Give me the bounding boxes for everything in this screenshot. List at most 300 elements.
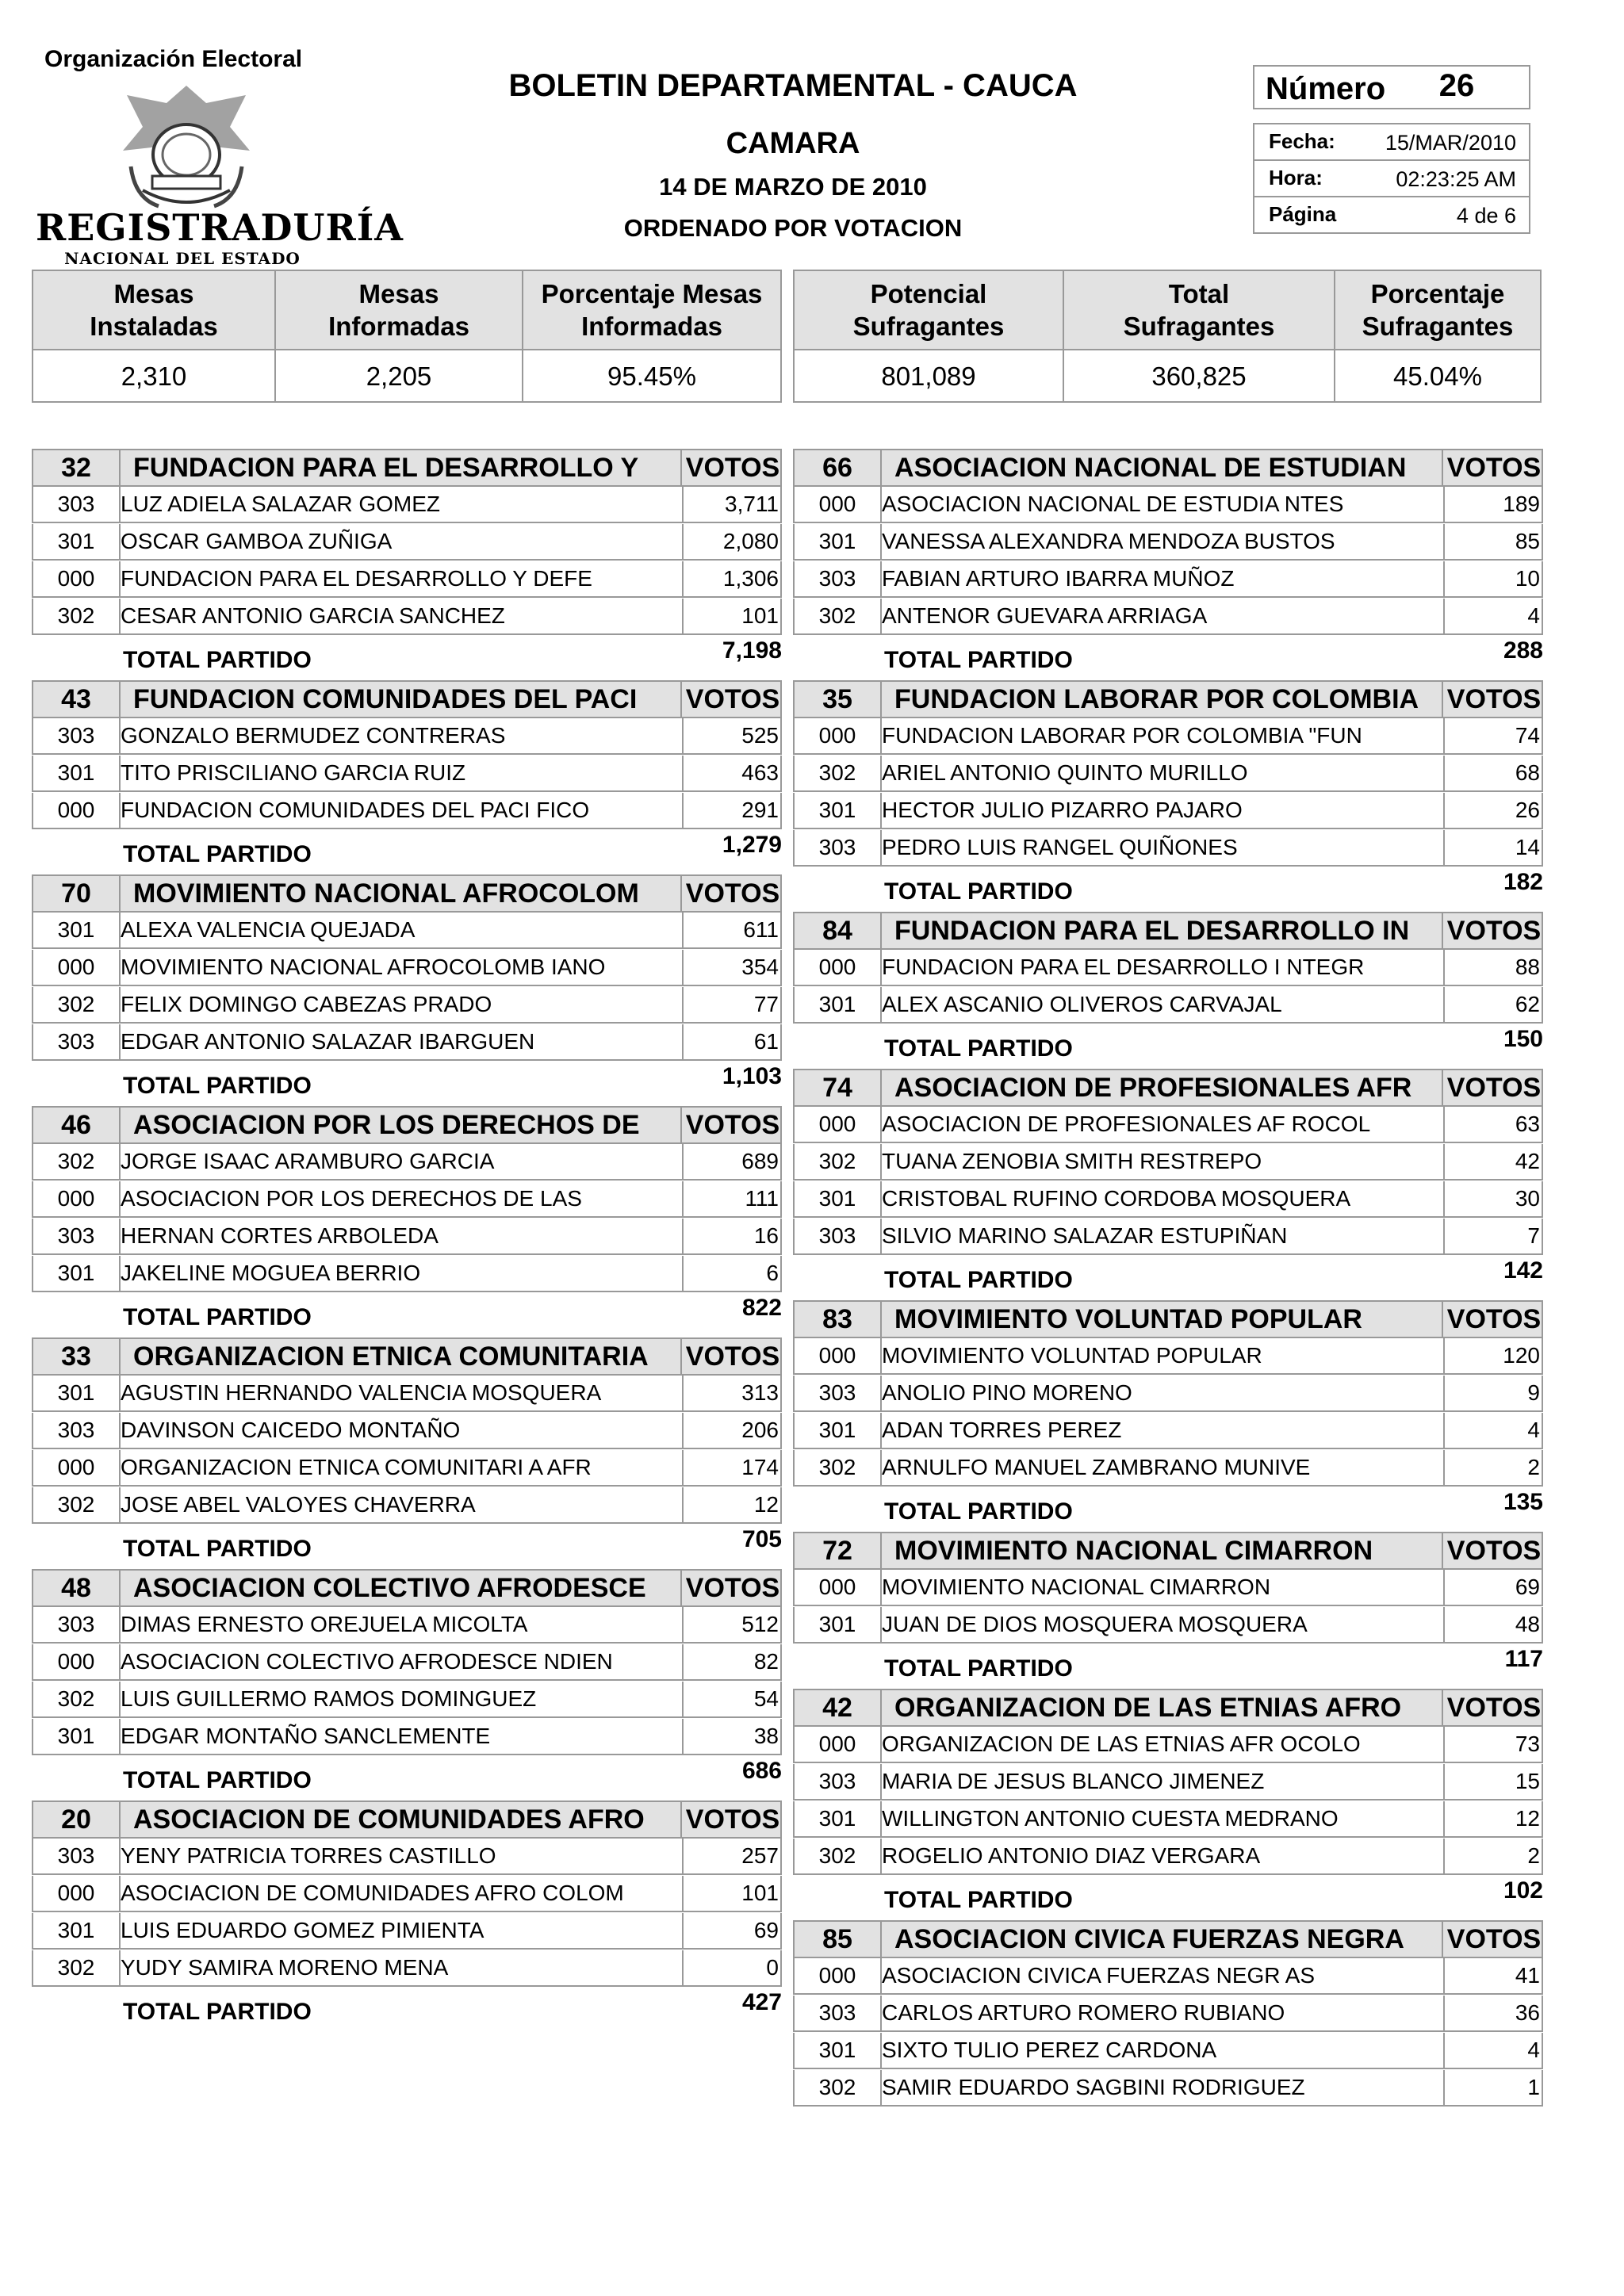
party-block: [32, 1106, 782, 1331]
order-label: ORDENADO POR VOTACION: [623, 214, 963, 242]
candidate-row: [793, 1338, 1543, 1375]
party-name: FUNDACION COMUNIDADES DEL PACI: [133, 684, 638, 714]
candidate-name: SIXTO TULIO PEREZ CARDONA: [882, 2038, 1217, 2062]
candidate-code: 301: [795, 793, 882, 828]
candidate-row: [793, 1839, 1543, 1875]
candidate-code: 303: [795, 830, 882, 865]
candidate-name: MARIA DE JESUS BLANCO JIMENEZ: [882, 1769, 1265, 1793]
candidate-name: ORGANIZACION DE LAS ETNIAS AFR OCOLO: [882, 1732, 1361, 1756]
total-partido-value: 135: [1503, 1489, 1543, 1515]
candidate-code: 301: [33, 913, 121, 947]
candidate-name: ROGELIO ANTONIO DIAZ VERGARA: [882, 1843, 1261, 1868]
candidate-row: [793, 561, 1543, 598]
candidate-row: [793, 1181, 1543, 1218]
candidate-votes: 68: [1443, 756, 1542, 790]
candidate-row: [32, 1876, 782, 1912]
party-header: [793, 1532, 1543, 1570]
party-block: [32, 874, 782, 1100]
candidate-code: 302: [33, 599, 121, 633]
candidate-code: 000: [33, 561, 121, 596]
total-partido-value: 142: [1503, 1257, 1543, 1284]
numero-value: 26: [1438, 68, 1475, 103]
candidate-name: YUDY SAMIRA MORENO MENA: [121, 1955, 449, 1980]
bulletin-subtitle: CAMARA: [726, 127, 860, 160]
candidate-code: 301: [795, 1801, 882, 1836]
candidate-code: 000: [33, 1876, 121, 1911]
candidate-code: 000: [795, 1338, 882, 1373]
votos-header: VOTOS: [680, 1339, 783, 1374]
candidate-row: [793, 756, 1543, 792]
votos-header: VOTOS: [1442, 1533, 1545, 1568]
candidate-code: 301: [33, 1719, 121, 1754]
hora-value: 02:23:25 AM: [1396, 167, 1516, 191]
candidate-code: 301: [795, 1181, 882, 1216]
party-name: FUNDACION LABORAR POR COLOMBIA: [894, 684, 1419, 714]
candidate-name: OSCAR GAMBOA ZUÑIGA: [121, 529, 393, 553]
candidate-name: JORGE ISAAC ARAMBURO GARCIA: [121, 1149, 495, 1173]
candidate-code: 301: [795, 1413, 882, 1448]
candidate-name: SILVIO MARINO SALAZAR ESTUPIÑAN: [882, 1223, 1288, 1248]
candidate-name: ALEX ASCANIO OLIVEROS CARVAJAL: [882, 992, 1282, 1016]
total-partido-label: TOTAL PARTIDO: [884, 1655, 1073, 1682]
candidate-votes: 85: [1443, 524, 1542, 559]
candidate-votes: 26: [1443, 793, 1542, 828]
party-block: [793, 1689, 1543, 1914]
candidate-row: [793, 1958, 1543, 1995]
party-header: [793, 680, 1543, 718]
candidate-row: [793, 987, 1543, 1024]
party-block: [793, 1300, 1543, 1525]
candidate-row: [32, 1256, 782, 1292]
candidate-code: 303: [33, 718, 121, 753]
party-block: [793, 1920, 1543, 2107]
candidate-name: ORGANIZACION ETNICA COMUNITARI A AFR: [121, 1455, 592, 1479]
party-code: 84: [795, 913, 882, 948]
candidate-name: JOSE ABEL VALOYES CHAVERRA: [121, 1492, 476, 1517]
party-block: [32, 1337, 782, 1563]
party-header: [32, 1800, 782, 1839]
party-total-row: [793, 636, 1543, 674]
candidate-votes: 4: [1443, 2033, 1542, 2068]
candidate-row: [32, 756, 782, 792]
candidate-code: 000: [795, 487, 882, 522]
total-partido-label: TOTAL PARTIDO: [884, 647, 1073, 673]
candidate-code: 303: [33, 1219, 121, 1253]
candidate-row: [793, 1376, 1543, 1412]
candidate-row: [32, 1644, 782, 1681]
party-name: ASOCIACION CIVICA FUERZAS NEGRA: [894, 1924, 1404, 1954]
candidate-votes: 2: [1443, 1839, 1542, 1873]
candidate-row: [32, 487, 782, 523]
total-partido-value: 150: [1503, 1026, 1543, 1052]
porcentaje-sufragantes-value: 45.04%: [1335, 349, 1540, 403]
candidate-row: [793, 524, 1543, 561]
candidate-name: ANOLIO PINO MORENO: [882, 1380, 1132, 1405]
candidate-code: 301: [33, 524, 121, 559]
candidate-row: [32, 524, 782, 561]
candidate-row: [793, 793, 1543, 829]
candidate-row: [32, 1913, 782, 1950]
candidate-votes: 7: [1443, 1219, 1542, 1253]
party-block: [32, 1800, 782, 2026]
votos-header: VOTOS: [1442, 450, 1545, 485]
candidate-code: 301: [795, 1607, 882, 1642]
candidate-votes: 69: [1443, 1570, 1542, 1605]
total-partido-value: 102: [1503, 1877, 1543, 1904]
total-partido-label: TOTAL PARTIDO: [884, 878, 1073, 905]
candidate-name: ASOCIACION DE PROFESIONALES AF ROCOL: [882, 1112, 1371, 1136]
candidate-code: 303: [33, 487, 121, 522]
party-header: [32, 1106, 782, 1144]
candidate-code: 302: [795, 1450, 882, 1485]
candidate-row: [793, 1996, 1543, 2032]
party-block: [793, 449, 1543, 674]
numero-label: Número: [1266, 71, 1386, 106]
votos-header: VOTOS: [680, 1802, 783, 1837]
total-partido-value: 822: [741, 1295, 782, 1321]
candidate-code: 301: [33, 1913, 121, 1948]
party-code: 20: [33, 1802, 121, 1837]
total-partido-label: TOTAL PARTIDO: [123, 841, 312, 867]
party-name: ORGANIZACION DE LAS ETNIAS AFRO: [894, 1693, 1402, 1723]
candidate-row: [32, 987, 782, 1024]
candidate-name: ALEXA VALENCIA QUEJADA: [121, 917, 416, 942]
votos-header: VOTOS: [1442, 1302, 1545, 1337]
party-name: FUNDACION PARA EL DESARROLLO Y: [133, 453, 639, 483]
votos-header: VOTOS: [680, 682, 783, 717]
candidate-votes: 611: [682, 913, 780, 947]
total-partido-label: TOTAL PARTIDO: [884, 1498, 1073, 1525]
candidate-name: ASOCIACION COLECTIVO AFRODESCE NDIEN: [121, 1649, 613, 1674]
candidate-row: [32, 1682, 782, 1718]
candidate-row: [32, 561, 782, 598]
date-info-box: [1253, 123, 1530, 234]
candidate-name: FUNDACION PARA EL DESARROLLO I NTEGR: [882, 955, 1365, 979]
candidate-name: ASOCIACION CIVICA FUERZAS NEGR AS: [882, 1963, 1316, 1988]
party-total-row: [32, 1988, 782, 2026]
candidate-votes: 111: [682, 1181, 780, 1216]
candidate-name: DIMAS ERNESTO OREJUELA MICOLTA: [121, 1612, 528, 1636]
candidate-votes: 291: [682, 793, 780, 828]
party-name: MOVIMIENTO NACIONAL AFROCOLOM: [133, 878, 639, 909]
total-partido-value: 427: [741, 1989, 782, 2015]
candidate-code: 000: [795, 1570, 882, 1605]
party-total-row: [793, 1024, 1543, 1062]
candidate-votes: 354: [682, 950, 780, 985]
porcentaje-sufragantes-header: Porcentaje Sufragantes: [1362, 279, 1514, 341]
fecha-value: 15/MAR/2010: [1385, 131, 1516, 155]
candidate-votes: 61: [682, 1024, 780, 1059]
party-header: [32, 1337, 782, 1376]
candidate-code: 302: [795, 756, 882, 790]
candidate-code: 301: [795, 524, 882, 559]
candidate-row: [32, 1950, 782, 1987]
candidate-row: [793, 1764, 1543, 1800]
party-name: ASOCIACION DE COMUNIDADES AFRO: [133, 1804, 645, 1835]
candidate-name: HERNAN CORTES ARBOLEDA: [121, 1223, 439, 1248]
candidate-row: [32, 599, 782, 635]
party-code: 83: [795, 1302, 882, 1337]
candidate-votes: 1: [1443, 2070, 1542, 2105]
candidate-row: [793, 830, 1543, 867]
votos-header: VOTOS: [1442, 682, 1545, 717]
total-partido-value: 7,198: [722, 637, 782, 664]
sufragantes-stats-table: [793, 270, 1542, 403]
party-name: ASOCIACION POR LOS DERECHOS DE: [133, 1110, 640, 1140]
candidate-row: [32, 1839, 782, 1875]
candidate-code: 302: [33, 987, 121, 1022]
total-partido-label: TOTAL PARTIDO: [884, 1035, 1073, 1062]
party-code: 72: [795, 1533, 882, 1568]
candidate-row: [793, 1219, 1543, 1255]
candidate-name: VANESSA ALEXANDRA MENDOZA BUSTOS: [882, 529, 1335, 553]
total-partido-label: TOTAL PARTIDO: [884, 1267, 1073, 1293]
party-header: [793, 1689, 1543, 1727]
candidate-votes: 101: [682, 1876, 780, 1911]
party-block: [793, 1069, 1543, 1294]
candidate-row: [793, 718, 1543, 755]
total-partido-label: TOTAL PARTIDO: [123, 647, 312, 673]
candidate-votes: 54: [682, 1682, 780, 1716]
party-code: 43: [33, 682, 121, 717]
candidate-votes: 74: [1443, 718, 1542, 753]
candidate-row: [793, 1413, 1543, 1449]
party-total-row: [793, 1876, 1543, 1914]
candidate-row: [793, 487, 1543, 523]
party-code: 42: [795, 1690, 882, 1725]
party-code: 70: [33, 876, 121, 911]
votos-header: VOTOS: [680, 1571, 783, 1605]
party-total-row: [793, 1644, 1543, 1682]
candidate-name: MOVIMIENTO NACIONAL CIMARRON: [882, 1575, 1271, 1599]
party-total-row: [32, 830, 782, 868]
candidate-name: TITO PRISCILIANO GARCIA RUIZ: [121, 760, 466, 785]
candidate-row: [32, 1487, 782, 1524]
candidate-name: YENY PATRICIA TORRES CASTILLO: [121, 1843, 496, 1868]
party-total-row: [793, 1256, 1543, 1294]
candidate-votes: 69: [682, 1913, 780, 1948]
total-partido-value: 182: [1503, 869, 1543, 895]
candidate-row: [793, 1727, 1543, 1763]
candidate-code: 302: [795, 2070, 882, 2105]
candidate-code: 302: [33, 1144, 121, 1179]
party-total-row: [32, 1525, 782, 1563]
candidate-name: PEDRO LUIS RANGEL QUIÑONES: [882, 835, 1238, 859]
candidate-name: AGUSTIN HERNANDO VALENCIA MOSQUERA: [121, 1380, 602, 1405]
party-name: ASOCIACION DE PROFESIONALES AFR: [894, 1073, 1412, 1103]
party-code: 46: [33, 1108, 121, 1142]
candidate-code: 301: [795, 2033, 882, 2068]
candidate-votes: 1,306: [682, 561, 780, 596]
candidate-name: FUNDACION LABORAR POR COLOMBIA "FUN: [882, 723, 1362, 748]
candidate-name: SAMIR EDUARDO SAGBINI RODRIGUEZ: [882, 2075, 1305, 2099]
candidate-votes: 77: [682, 987, 780, 1022]
votos-header: VOTOS: [680, 876, 783, 911]
fecha-label: Fecha:: [1269, 129, 1335, 153]
candidate-votes: 15: [1443, 1764, 1542, 1799]
candidate-votes: 189: [1443, 487, 1542, 522]
candidate-votes: 525: [682, 718, 780, 753]
hora-label: Hora:: [1269, 166, 1323, 189]
candidate-votes: 101: [682, 599, 780, 633]
candidate-row: [32, 1413, 782, 1449]
candidate-votes: 3,711: [682, 487, 780, 522]
candidate-votes: 2,080: [682, 524, 780, 559]
total-partido-label: TOTAL PARTIDO: [123, 1767, 312, 1793]
votos-header: VOTOS: [1442, 913, 1545, 948]
party-total-row: [32, 1062, 782, 1100]
candidate-row: [793, 2070, 1543, 2107]
candidate-name: CESAR ANTONIO GARCIA SANCHEZ: [121, 603, 505, 628]
total-sufragantes-value: 360,825: [1064, 349, 1335, 403]
candidate-code: 301: [33, 1256, 121, 1291]
total-partido-label: TOTAL PARTIDO: [123, 1073, 312, 1099]
candidate-votes: 10: [1443, 561, 1542, 596]
party-code: 35: [795, 682, 882, 717]
mesas-instaladas-header: Mesas Instaladas: [90, 279, 218, 341]
mesas-instaladas-value: 2,310: [33, 349, 276, 403]
candidate-code: 303: [795, 1996, 882, 2030]
mesas-informadas-header: Mesas Informadas: [328, 279, 469, 341]
candidate-name: ARNULFO MANUEL ZAMBRANO MUNIVE: [882, 1455, 1311, 1479]
candidate-code: 303: [795, 1376, 882, 1410]
candidate-votes: 463: [682, 756, 780, 790]
candidate-code: 303: [33, 1607, 121, 1642]
total-partido-label: TOTAL PARTIDO: [123, 1536, 312, 1562]
total-sufragantes-header: Total Sufragantes: [1123, 279, 1275, 341]
party-code: 74: [795, 1070, 882, 1105]
votos-header: VOTOS: [1442, 1070, 1545, 1105]
party-block: [793, 912, 1543, 1062]
candidate-row: [32, 1450, 782, 1487]
candidate-votes: 42: [1443, 1144, 1542, 1179]
candidate-code: 301: [795, 987, 882, 1022]
candidate-row: [32, 1376, 782, 1412]
party-code: 85: [795, 1922, 882, 1957]
candidate-votes: 48: [1443, 1607, 1542, 1642]
total-partido-value: 705: [741, 1526, 782, 1552]
party-header: [793, 912, 1543, 950]
total-partido-label: TOTAL PARTIDO: [123, 1304, 312, 1330]
party-name: ASOCIACION NACIONAL DE ESTUDIAN: [894, 453, 1407, 483]
candidate-votes: 6: [682, 1256, 780, 1291]
candidate-name: TUANA ZENOBIA SMITH RESTREPO: [882, 1149, 1262, 1173]
candidate-votes: 257: [682, 1839, 780, 1873]
candidate-votes: 12: [682, 1487, 780, 1522]
total-partido-value: 288: [1503, 637, 1543, 664]
party-code: 48: [33, 1571, 121, 1605]
party-total-row: [793, 1487, 1543, 1525]
candidate-row: [32, 1024, 782, 1061]
candidate-code: 302: [33, 1950, 121, 1985]
candidate-row: [32, 1144, 782, 1181]
party-code: 66: [795, 450, 882, 485]
potencial-header: Potencial Sufragantes: [852, 279, 1005, 341]
party-total-row: [793, 867, 1543, 905]
candidate-row: [793, 950, 1543, 986]
election-date: 14 DE MARZO DE 2010: [659, 173, 927, 201]
candidate-code: 000: [33, 1644, 121, 1679]
party-header: [32, 680, 782, 718]
party-header: [32, 1569, 782, 1607]
candidate-votes: 9: [1443, 1376, 1542, 1410]
candidate-name: ARIEL ANTONIO QUINTO MURILLO: [882, 760, 1248, 785]
total-partido-value: 686: [741, 1758, 782, 1784]
party-total-row: [32, 636, 782, 674]
candidate-votes: 4: [1443, 1413, 1542, 1448]
candidate-votes: 38: [682, 1719, 780, 1754]
candidate-votes: 36: [1443, 1996, 1542, 2030]
candidate-votes: 174: [682, 1450, 780, 1485]
candidate-name: EDGAR MONTAÑO SANCLEMENTE: [121, 1724, 491, 1748]
candidate-code: 302: [795, 599, 882, 633]
candidate-row: [793, 1144, 1543, 1181]
candidate-name: ANTENOR GUEVARA ARRIAGA: [882, 603, 1208, 628]
candidate-votes: 88: [1443, 950, 1542, 985]
candidate-votes: 2: [1443, 1450, 1542, 1485]
candidate-name: LUZ ADIELA SALAZAR GOMEZ: [121, 492, 441, 516]
candidate-code: 303: [795, 1764, 882, 1799]
party-block: [32, 449, 782, 674]
candidate-code: 000: [33, 1181, 121, 1216]
candidate-name: LUIS GUILLERMO RAMOS DOMINGUEZ: [121, 1686, 537, 1711]
candidate-row: [793, 599, 1543, 635]
total-partido-value: 117: [1504, 1646, 1543, 1672]
candidate-name: CARLOS ARTURO ROMERO RUBIANO: [882, 2000, 1285, 2025]
logo-text: REGISTRADURÍA: [36, 206, 404, 249]
party-header: [793, 1300, 1543, 1338]
candidate-name: LUIS EDUARDO GOMEZ PIMIENTA: [121, 1918, 485, 1942]
registraduria-logo: [36, 79, 404, 268]
candidate-name: ADAN TORRES PEREZ: [882, 1418, 1122, 1442]
candidate-row: [793, 1107, 1543, 1143]
candidate-name: MOVIMIENTO VOLUNTAD POPULAR: [882, 1343, 1262, 1368]
party-total-row: [32, 1293, 782, 1331]
votos-header: VOTOS: [680, 450, 783, 485]
candidate-code: 000: [795, 950, 882, 985]
candidate-code: 000: [33, 950, 121, 985]
candidate-name: WILLINGTON ANTONIO CUESTA MEDRANO: [882, 1806, 1339, 1831]
potencial-value: 801,089: [795, 349, 1064, 403]
candidate-row: [793, 2033, 1543, 2069]
candidate-code: 301: [33, 756, 121, 790]
bulletin-title: BOLETIN DEPARTAMENTAL - CAUCA: [508, 68, 1078, 103]
candidate-votes: 4: [1443, 599, 1542, 633]
candidate-name: FUNDACION COMUNIDADES DEL PACI FICO: [121, 798, 590, 822]
mesas-stats-table: [32, 270, 782, 403]
total-partido-label: TOTAL PARTIDO: [123, 1999, 312, 2025]
logo-subtext: NACIONAL DEL ESTADO: [64, 249, 301, 268]
party-block: [793, 680, 1543, 905]
candidate-votes: 120: [1443, 1338, 1542, 1373]
candidate-code: 302: [33, 1487, 121, 1522]
candidate-row: [32, 913, 782, 949]
candidate-code: 303: [795, 561, 882, 596]
candidate-votes: 0: [682, 1950, 780, 1985]
candidate-votes: 41: [1443, 1958, 1542, 1993]
candidate-code: 000: [33, 793, 121, 828]
candidate-name: FUNDACION PARA EL DESARROLLO Y DEFE: [121, 566, 592, 591]
candidate-votes: 62: [1443, 987, 1542, 1022]
candidate-row: [32, 1181, 782, 1218]
candidate-name: DAVINSON CAICEDO MONTAÑO: [121, 1418, 461, 1442]
votos-header: VOTOS: [680, 1108, 783, 1142]
candidate-name: JUAN DE DIOS MOSQUERA MOSQUERA: [882, 1612, 1308, 1636]
candidate-row: [32, 1219, 782, 1255]
party-name: ORGANIZACION ETNICA COMUNITARIA: [133, 1341, 649, 1372]
mesas-informadas-value: 2,205: [276, 349, 523, 403]
candidate-code: 000: [795, 1958, 882, 1993]
